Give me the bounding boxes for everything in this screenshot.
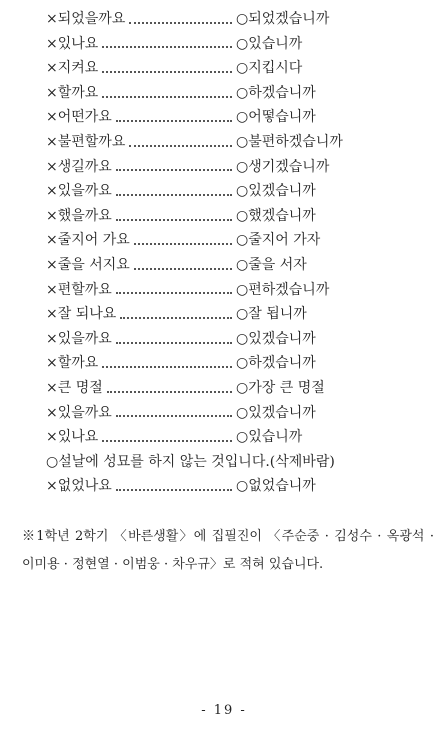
correction-row	[46, 450, 426, 475]
dot-leader	[129, 21, 232, 24]
incorrect-expression: ×지켜요	[46, 60, 99, 77]
incorrect-expression: ×할까요	[46, 84, 99, 101]
correction-row	[46, 204, 426, 229]
dot-leader	[102, 95, 232, 98]
correct-expression: ○생기겠습니까	[236, 158, 330, 175]
incorrect-expression: ×생길까요	[46, 158, 112, 175]
correction-list	[46, 7, 426, 499]
correction-row	[46, 253, 426, 278]
dot-leader	[116, 341, 232, 344]
correct-expression: ○하겠습니까	[236, 84, 316, 101]
dot-leader	[102, 365, 232, 368]
correct-expression: ○있겠습니까	[236, 404, 316, 421]
correction-row	[46, 302, 426, 327]
incorrect-expression: ×줄을 서지요	[46, 256, 130, 273]
incorrect-expression: ×줄지어 가요	[46, 232, 130, 249]
dot-leader	[120, 316, 232, 319]
correct-expression: ○없었습니까	[236, 478, 316, 495]
dot-leader	[129, 144, 232, 147]
correct-expression: ○되었겠습니까	[236, 11, 330, 27]
correct-expression: ○있겠습니까	[236, 330, 316, 347]
dot-leader	[116, 218, 232, 221]
correction-row	[46, 228, 426, 253]
correct-expression: ○지킵시다	[236, 60, 303, 77]
incorrect-expression: ×큰 명절	[46, 379, 103, 396]
incorrect-expression: ×할까요	[46, 355, 99, 372]
dot-leader	[102, 70, 232, 73]
dot-leader	[116, 488, 232, 491]
correct-expression: ○했겠습니까	[236, 207, 316, 224]
incorrect-expression: ×없었나요	[46, 478, 112, 495]
correction-row	[46, 105, 426, 130]
incorrect-expression: ×있을까요	[46, 404, 112, 421]
dot-leader	[116, 291, 232, 294]
dot-leader	[116, 414, 232, 417]
incorrect-expression: ×되었을까요	[46, 11, 126, 27]
incorrect-expression: ×있을까요	[46, 183, 112, 200]
incorrect-expression: ×있나요	[46, 35, 99, 52]
correction-row	[46, 474, 426, 499]
correct-expression: ○줄을 서자	[236, 256, 307, 273]
incorrect-expression: ×어떤가요	[46, 109, 112, 126]
correction-row	[46, 278, 426, 303]
correction-row	[46, 81, 426, 106]
dot-leader	[116, 193, 232, 196]
correction-row	[46, 425, 426, 450]
correction-row	[46, 32, 426, 57]
dot-leader	[116, 119, 232, 122]
correction-row	[46, 376, 426, 401]
correction-row	[46, 130, 426, 155]
correction-row	[46, 155, 426, 180]
incorrect-expression: ×있을까요	[46, 330, 112, 347]
correct-expression: ○어떻습니까	[236, 109, 316, 126]
correction-row	[46, 351, 426, 376]
correct-expression: ○잘 됩니까	[236, 306, 307, 323]
correct-expression: ○있겠습니까	[236, 183, 316, 200]
correct-expression: ○있습니까	[236, 429, 303, 446]
correct-expression: ○불편하겠습니까	[236, 133, 343, 150]
dot-leader	[107, 390, 232, 393]
incorrect-expression: ×했을까요	[46, 207, 112, 224]
correct-expression: ○가장 큰 명절	[236, 379, 325, 396]
footnote: ※1학년 2학기 〈바른생활〉에 집필진이 〈주순중 · 김성수 · 옥광석 · 이미용 · 정현열 · 이범웅 · 차우규〉로 적혀 있습니다.	[22, 529, 434, 572]
incorrect-expression: ×있나요	[46, 429, 99, 446]
correction-row	[46, 401, 426, 426]
incorrect-expression: ×잘 되나요	[46, 306, 117, 323]
correct-expression: ○하겠습니까	[236, 355, 316, 372]
dot-leader	[116, 168, 232, 171]
correct-expression: ○줄지어 가자	[236, 232, 321, 249]
correct-expression: ○있습니까	[236, 35, 303, 52]
dot-leader	[102, 45, 232, 48]
dot-leader	[134, 242, 232, 245]
dot-leader	[134, 267, 232, 270]
correction-row	[46, 56, 426, 81]
page-number: - 19 -	[201, 703, 247, 718]
correction-row	[46, 179, 426, 204]
correct-expression: ○편하겠습니까	[236, 281, 330, 298]
correction-row	[46, 7, 426, 32]
incorrect-expression: ×편할까요	[46, 281, 112, 298]
incorrect-expression: ×불편할까요	[46, 133, 126, 150]
full-line-text: ○설날에 성묘를 하지 않는 것입니다.(삭제바람)	[46, 453, 335, 470]
dot-leader	[102, 439, 232, 442]
correction-row	[46, 327, 426, 352]
